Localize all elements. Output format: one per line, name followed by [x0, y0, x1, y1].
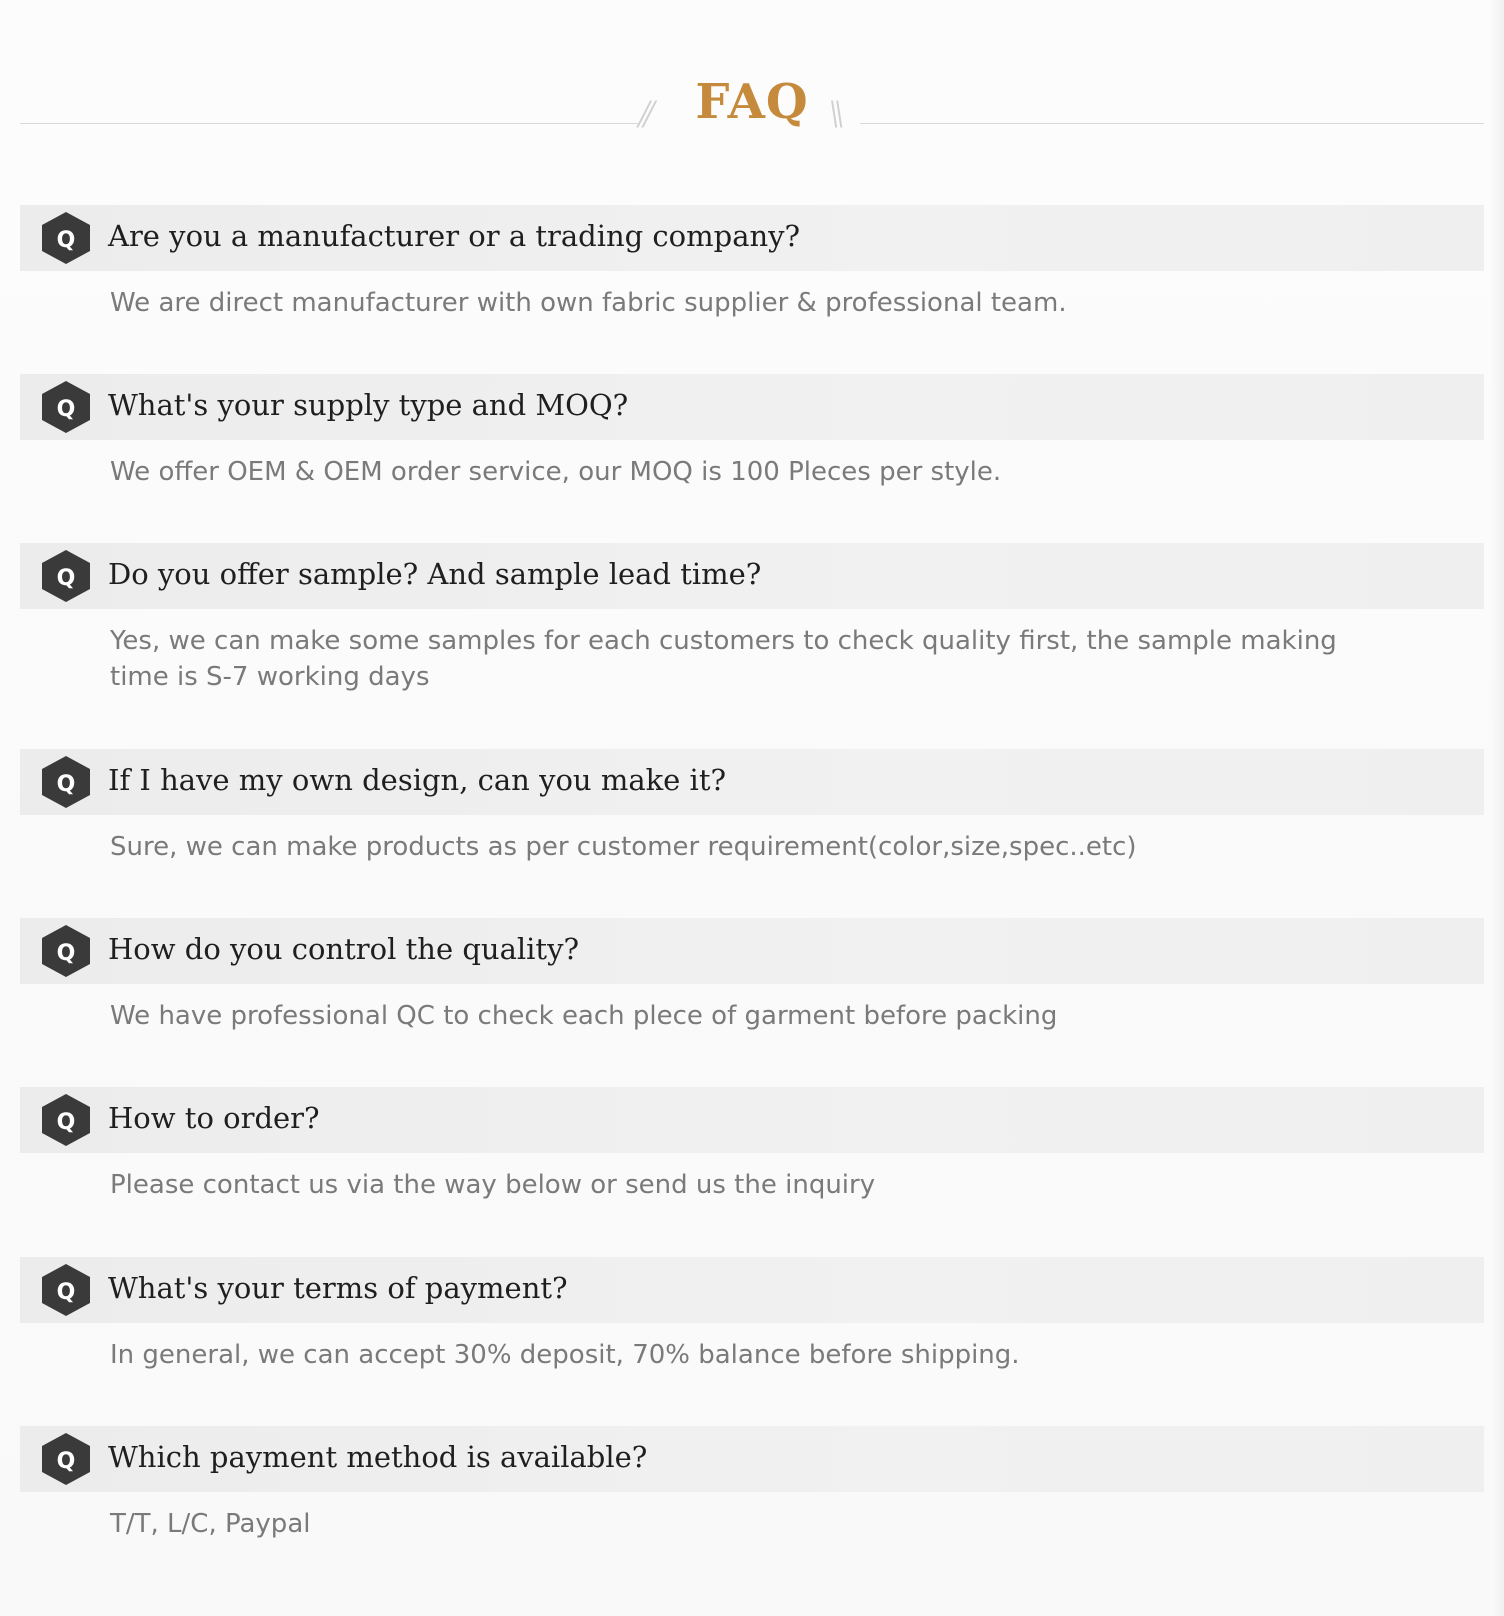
answer-text: We are direct manufacturer with own fabric supplier & professional team.: [110, 288, 1067, 318]
badge-letter: Q: [56, 1280, 76, 1305]
question-text: What's your supply type and MOQ?: [108, 388, 629, 422]
badge-letter: Q: [56, 941, 76, 966]
question-badge-icon: [40, 923, 92, 979]
question-badge-icon: [40, 1092, 92, 1148]
badge-letter: Q: [56, 772, 76, 797]
question-text: Which payment method is available?: [108, 1440, 648, 1474]
badge-letter: Q: [56, 228, 76, 253]
page-title: FAQ: [695, 74, 809, 130]
question-text: Do you offer sample? And sample lead time?: [108, 557, 762, 591]
right-slash-ornament: \\: [828, 91, 839, 136]
answer-text: We have professional QC to check each plece of garment before packing: [110, 1001, 1058, 1031]
answer-text: T/T, L/C, Paypal: [110, 1509, 311, 1539]
question-text: If I have my own design, can you make it?: [108, 763, 727, 797]
answer-text: Sure, we can make products as per customer requirement(color,size,spec..etc): [110, 832, 1137, 862]
badge-letter: Q: [56, 397, 76, 422]
answer-text: Please contact us via the way below or send us the inquiry: [110, 1170, 876, 1200]
question-text: How to order?: [108, 1101, 320, 1135]
badge-letter: Q: [56, 1449, 76, 1474]
badge-letter: Q: [56, 1110, 76, 1135]
badge-letter: Q: [56, 566, 76, 591]
left-slash-ornament: //: [638, 91, 649, 136]
page-edge-shadow: [1490, 0, 1504, 1616]
question-badge-icon: [40, 1431, 92, 1487]
question-badge-icon: [40, 379, 92, 435]
answer-text: We offer OEM & OEM order service, our MOQ is 100 Pleces per style.: [110, 457, 1002, 487]
question-text: How do you control the quality?: [108, 932, 579, 966]
faq-header: [20, 70, 1484, 150]
question-badge-icon: [40, 754, 92, 810]
question-badge-icon: [40, 1262, 92, 1318]
question-badge-icon: [40, 210, 92, 266]
question-badge-icon: [40, 548, 92, 604]
answer-text: Yes, we can make some samples for each customers to check quality first, the sample making time is S-7 working days: [110, 626, 1337, 692]
question-text: Are you a manufacturer or a trading company?: [108, 219, 801, 253]
answer-text: In general, we can accept 30% deposit, 70% balance before shipping.: [110, 1340, 1020, 1370]
question-text: What's your terms of payment?: [108, 1271, 568, 1305]
